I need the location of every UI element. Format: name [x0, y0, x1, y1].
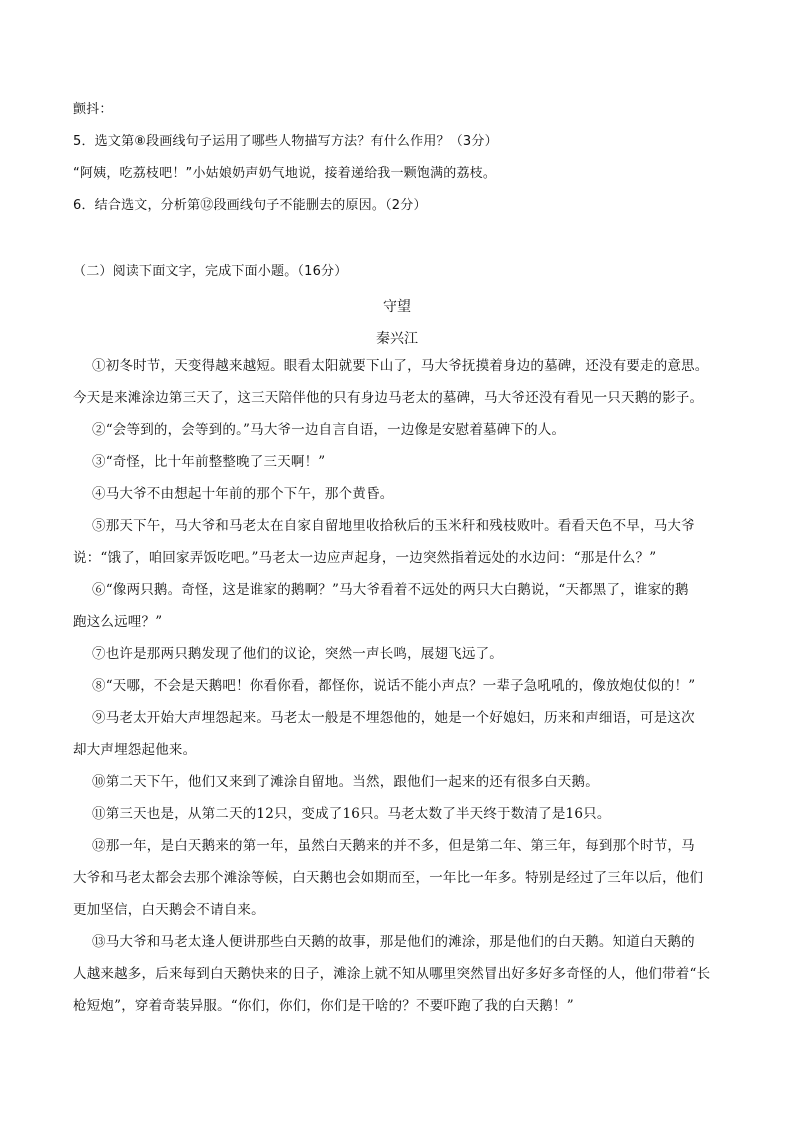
passage-line: ⑥“像两只鹅。奇怪，这是谁家的鹅啊？”马大爷看着不远处的两只大白鹅说，“天都黑了，谁家的鹅: [92, 582, 689, 598]
top-fragment: 颤抖：: [73, 102, 113, 117]
passage-line: ④马大爷不由想起十年前的那个下午，那个黄昏。: [92, 486, 394, 502]
question-5-quote: “阿姨，吃荔枝吧！”小姑娘奶声奶气地说，接着递给我一颗饱满的荔枝。: [73, 166, 497, 181]
passage-line: ②“会等到的，会等到的。”马大爷一边自言自语，一边像是安慰着墓碑下的人。: [92, 422, 566, 438]
passage-line: ①初冬时节，天变得越来越短。眼看太阳就要下山了，马大爷抚摸着身边的墓碑，还没有要走的意思。: [92, 358, 709, 374]
passage-line: ⑨马老太开始大声埋怨起来。马老太一般是不埋怨他的，她是一个好媳妇，历来和声细语，可是这次: [92, 710, 695, 726]
passage-line: 今天是来滩涂边第三天了，这三天陪伴他的只有身边马老太的墓碑，马大爷还没有看见一只天鹅的影子。: [73, 390, 704, 406]
passage-line: 更加坚信，白天鹅会不请自来。: [73, 902, 265, 918]
passage-line: ⑦也许是那两只鹅发现了他们的议论，突然一声长鸣，展翅飞远了。: [92, 646, 503, 662]
passage-line: ⑤那天下午，马大爷和马老太在自家自留地里收拾秋后的玉米秆和残枝败叶。看看天色不早，马大爷: [92, 518, 695, 534]
question-6: 6．结合选文，分析第⑫段画线句子不能删去的原因。（2分）: [73, 198, 427, 213]
passage-line: 枪短炮”，穿着奇装异服。“你们，你们，你们是干啥的？不要吓跑了我的白天鹅！”: [73, 998, 574, 1014]
passage-line: 跑这么远哩？”: [73, 614, 163, 630]
question-5: 5．选文第⑧段画线句子运用了哪些人物描写方法？有什么作用？（3分）: [73, 134, 498, 149]
passage-line: ⑫那一年，是白天鹅来的第一年，虽然白天鹅来的并不多，但是第二年、第三年，每到那个时节，马: [92, 838, 695, 854]
passage-line: 人越来越多，后来每到白天鹅快来的日子，滩涂上就不知从哪里突然冒出好多好多奇怪的人，他们带着“长: [73, 966, 711, 982]
passage-line: 大爷和马老太都会去那个滩涂等候，白天鹅也会如期而至，一年比一年多。特别是经过了三年以后，他们: [73, 870, 704, 886]
passage-line-underlined: ⑧“天哪，不会是天鹅吧！你看你看，都怪你，说话不能小声点？一辈子急吼吼的，像放炮仗似的！”: [92, 678, 696, 694]
section-header: （二）阅读下面文字，完成下面小题。（16分）: [73, 264, 348, 279]
passage-line: ③“奇怪，比十年前整整晚了三天啊！”: [92, 454, 326, 470]
passage-line: 说：“饿了，咱回家弄饭吃吧。”马老太一边应声起身，一边突然指着远处的水边问：“那是什么？”: [73, 550, 657, 566]
passage-author: 秦兴江: [376, 331, 418, 347]
passage-line: ⑪第三天也是，从第二天的12只，变成了16只。马老太数了半天终于数清了是16只。: [92, 806, 611, 822]
passage-line: ⑬马大爷和马老太逢人便讲那些白天鹅的故事，那是他们的滩涂，那是他们的白天鹅。知道白天鹅的: [92, 934, 695, 950]
passage-title: 守望: [383, 299, 411, 315]
passage-line: 却大声埋怨起他来。: [73, 742, 197, 758]
passage-line: ⑩第二天下午，他们又来到了滩涂自留地。当然，跟他们一起来的还有很多白天鹅。: [92, 774, 599, 790]
